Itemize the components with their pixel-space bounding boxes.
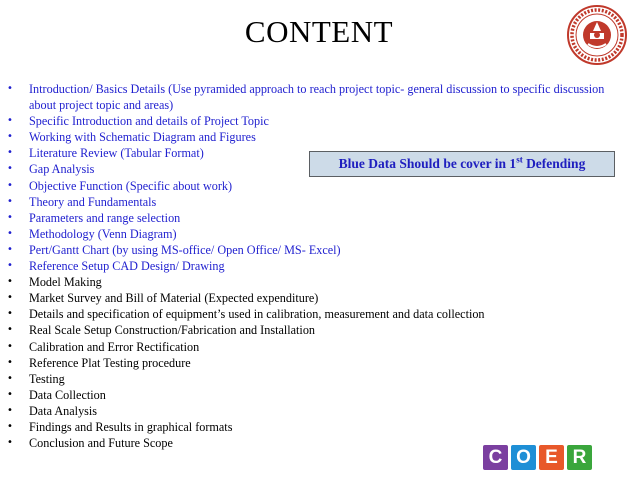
list-item-text: Gap Analysis	[29, 162, 95, 177]
bullet-icon: •	[7, 211, 13, 223]
bullet-icon: •	[7, 147, 13, 159]
note-prefix: Blue Data Should be cover in 1	[338, 156, 517, 171]
list-item	[7, 113, 607, 129]
list-item	[7, 387, 607, 403]
list-item	[7, 339, 607, 355]
bullet-icon: •	[7, 372, 13, 384]
list-item	[7, 178, 607, 194]
logo-letter-tile: C	[483, 445, 508, 470]
list-item	[7, 274, 607, 290]
logo-letter-tile: E	[539, 445, 564, 470]
list-item	[7, 355, 607, 371]
list-item-text: Theory and Fundamentals	[29, 194, 157, 209]
list-item-text: Methodology (Venn Diagram)	[29, 226, 177, 241]
bullet-icon: •	[7, 260, 13, 272]
slide-title: CONTENT	[244, 14, 394, 49]
list-item-text: Real Scale Setup Construction/Fabrication and Installation	[29, 323, 316, 338]
bullet-icon: •	[7, 324, 13, 336]
list-item	[7, 306, 607, 322]
list-item-text: Data Collection	[29, 387, 106, 402]
list-item-text: Parameters and range selection	[29, 210, 181, 225]
bullet-icon: •	[7, 388, 13, 400]
logo-letter-tile: O	[511, 445, 536, 470]
list-item-text: Introduction/ Basics Details (Use pyramided approach to reach project topic- general discussion to specific discussion about project topic and areas)	[29, 82, 605, 113]
list-item	[7, 371, 607, 387]
list-item	[7, 290, 607, 306]
bullet-icon: •	[7, 292, 13, 304]
bullet-icon: •	[7, 404, 13, 416]
college-seal-icon	[566, 4, 628, 66]
note-suffix: Defending	[522, 156, 586, 171]
list-item	[7, 81, 607, 113]
list-item-text: Reference Plat Testing procedure	[29, 355, 191, 370]
bullet-icon: •	[7, 163, 13, 175]
list-item	[7, 242, 607, 258]
list-item-text: Specific Introduction and details of Project Topic	[29, 114, 269, 129]
list-item	[7, 226, 607, 242]
list-item-text: Working with Schematic Diagram and Figures	[29, 130, 256, 145]
bullet-icon: •	[7, 437, 13, 449]
list-item-text: Conclusion and Future Scope	[29, 436, 173, 451]
list-item	[7, 194, 607, 210]
bullet-icon: •	[7, 115, 13, 127]
list-item	[7, 210, 607, 226]
list-item	[7, 258, 607, 274]
list-item	[7, 419, 607, 435]
blue-data-note	[309, 151, 615, 177]
bullet-icon: •	[7, 195, 13, 207]
bullet-icon: •	[7, 340, 13, 352]
list-item	[7, 322, 607, 338]
list-item	[7, 129, 607, 145]
bullet-icon: •	[7, 308, 13, 320]
bullet-icon: •	[7, 83, 13, 94]
bullet-icon: •	[7, 420, 13, 432]
bullet-icon: •	[7, 131, 13, 143]
bullet-icon: •	[7, 227, 13, 239]
bullet-icon: •	[7, 179, 13, 191]
list-item-text: Market Survey and Bill of Material (Expected expenditure)	[29, 291, 319, 306]
list-item-text: Literature Review (Tabular Format)	[29, 146, 204, 161]
note-superscript: st	[516, 154, 523, 165]
list-item-text: Objective Function (Specific about work)	[29, 178, 233, 193]
logo-letter-tile: R	[567, 445, 592, 470]
bullet-icon: •	[7, 276, 13, 288]
list-item-text: Calibration and Error Rectification	[29, 339, 200, 354]
list-item-text: Findings and Results in graphical formats	[29, 419, 233, 434]
list-item-text: Data Analysis	[29, 403, 98, 418]
list-item-text: Pert/Gantt Chart (by using MS-office/ Open Office/ MS- Excel)	[29, 242, 341, 257]
list-item-text: Details and specification of equipment’s used in calibration, measurement and data collection	[29, 307, 485, 322]
list-item-text: Testing	[29, 371, 65, 386]
coer-logo	[483, 445, 592, 471]
bullet-icon: •	[7, 243, 13, 255]
bullet-icon: •	[7, 356, 13, 368]
list-item-text: Model Making	[29, 275, 102, 290]
list-item-text: Reference Setup CAD Design/ Drawing	[29, 259, 225, 274]
content-list	[7, 81, 607, 451]
list-item	[7, 403, 607, 419]
